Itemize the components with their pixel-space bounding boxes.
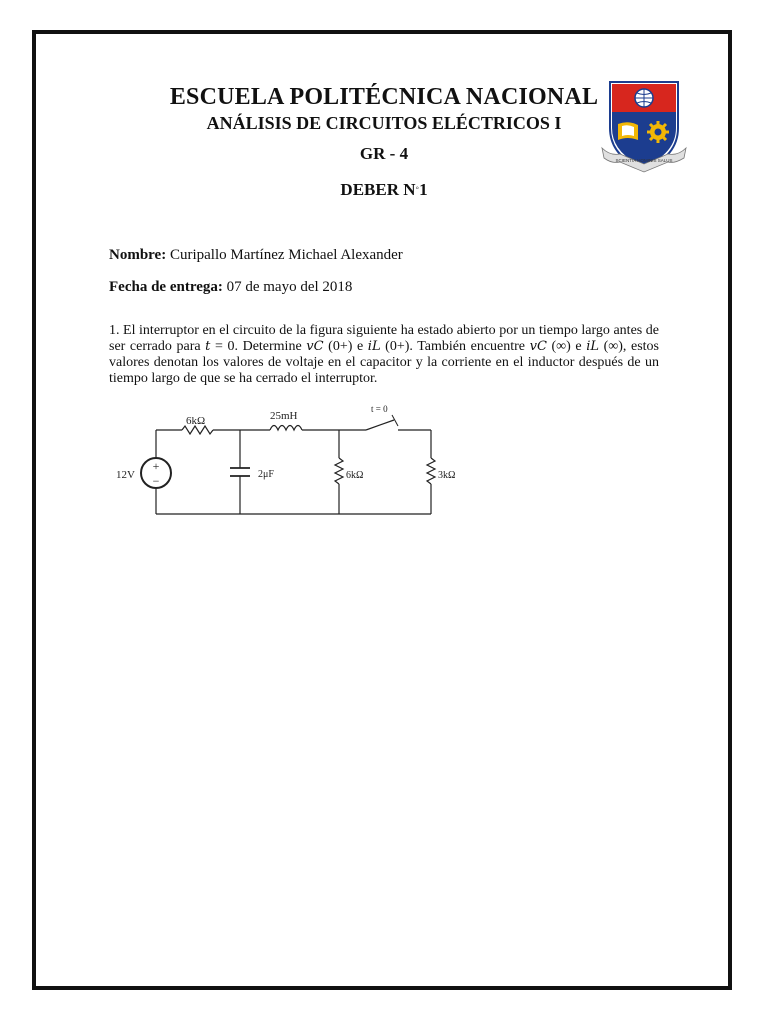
assignment-title: DEBER N◦1 [340, 180, 428, 199]
svg-text:2μF: 2μF [258, 469, 274, 480]
svg-text:25mH: 25mH [270, 410, 298, 422]
svg-text:t = 0: t = 0 [371, 404, 388, 414]
svg-text:SCIENTIA HOMINIS SALUS: SCIENTIA HOMINIS SALUS [615, 158, 673, 163]
group-label: GR - 4 [359, 144, 409, 163]
svg-text:6kΩ: 6kΩ [186, 415, 206, 427]
capacitor-2uf [230, 468, 250, 476]
circuit-diagram [110, 398, 470, 522]
resistor-3k [427, 458, 435, 484]
svg-text:+: + [152, 459, 160, 473]
svg-text:6kΩ: 6kΩ [346, 470, 364, 481]
course-title: ANÁLISIS DE CIRCUITOS ELÉCTRICOS I [206, 113, 562, 133]
svg-text:3kΩ: 3kΩ [438, 470, 456, 481]
student-name: Curipallo Martínez Michael Alexander [169, 247, 403, 263]
switch [366, 420, 394, 430]
problem-statement: 1. El interruptor en el circuito de la figura siguiente ha estado abierto por un tiempo largo antes de ser cerrado para t = 0. Determine vC (0+) e iL (0+). También encuentre vC (∞) e iL (∞), estos valores denotan los valores de voltaje en el capacitor y la corriente en el inductor después de un tiempo largo de que se ha cerrado el interruptor. [109, 323, 660, 386]
institution-title: ESCUELA POLITÉCNICA NACIONAL [169, 84, 599, 110]
resistor-6k-mid [335, 458, 343, 484]
name-line: Nombre: Curipallo Martínez Michael Alexander [109, 247, 403, 263]
svg-text:−: − [152, 474, 160, 488]
date-line: Fecha de entrega: 07 de mayo del 2018 [109, 279, 353, 295]
delivery-date: 07 de mayo del 2018 [226, 279, 353, 295]
epn-shield-logo-icon [600, 78, 688, 174]
inductor-25mh [270, 426, 302, 431]
resistor-6k-top [182, 426, 213, 434]
svg-text:12V: 12V [116, 469, 135, 481]
